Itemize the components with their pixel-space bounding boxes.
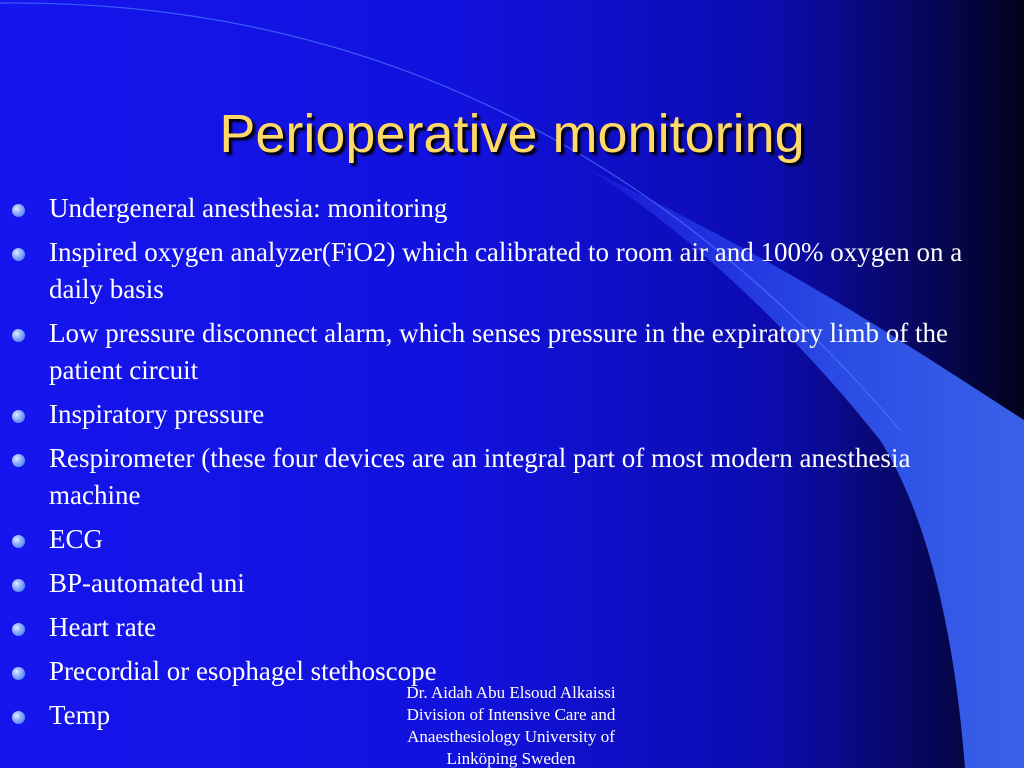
bullet-icon [12, 711, 25, 724]
bullet-text: ECG [49, 524, 103, 554]
list-item [0, 609, 1000, 646]
list-item [0, 521, 1000, 558]
footer-line-location: Linköping Sweden [446, 749, 576, 768]
bullet-text: Temp [49, 700, 111, 730]
footer-line-division: Division of Intensive Care and [406, 705, 616, 724]
slide-title: Perioperative monitoring [219, 104, 805, 164]
list-item [0, 315, 1000, 389]
list-item [0, 565, 1000, 602]
list-item [0, 234, 1000, 308]
bullet-text: BP-automated uni [49, 568, 245, 598]
bullet-icon [12, 667, 25, 680]
bullet-icon [12, 204, 25, 217]
bullet-icon [12, 329, 25, 342]
bullet-icon [12, 535, 25, 548]
author-footer [370, 682, 652, 768]
list-item [0, 396, 1000, 433]
bullet-text: Respirometer (these four devices are an integral part of most modern anesthesia machine [49, 443, 911, 510]
bullet-text: Inspired oxygen analyzer(FiO2) which calibrated to room air and 100% oxygen on a daily basis [49, 237, 963, 304]
bullet-text: Inspiratory pressure [49, 399, 265, 429]
bullet-icon [12, 579, 25, 592]
bullet-text: Undergeneral anesthesia: monitoring [49, 193, 448, 223]
bullet-icon [12, 454, 25, 467]
footer-line-department: Anaesthesiology University of [407, 727, 615, 746]
list-item [0, 440, 1000, 514]
bullet-icon [12, 410, 25, 423]
list-item [0, 190, 1000, 227]
bullet-text: Precordial or esophagel stethoscope [49, 656, 437, 686]
bullet-list [0, 190, 1000, 741]
bullet-icon [12, 623, 25, 636]
bullet-text: Heart rate [49, 612, 157, 642]
bullet-icon [12, 248, 25, 261]
footer-line-author: Dr. Aidah Abu Elsoud Alkaissi [406, 683, 616, 702]
bullet-text: Low pressure disconnect alarm, which senses pressure in the expiratory limb of the patient circuit [49, 318, 948, 385]
